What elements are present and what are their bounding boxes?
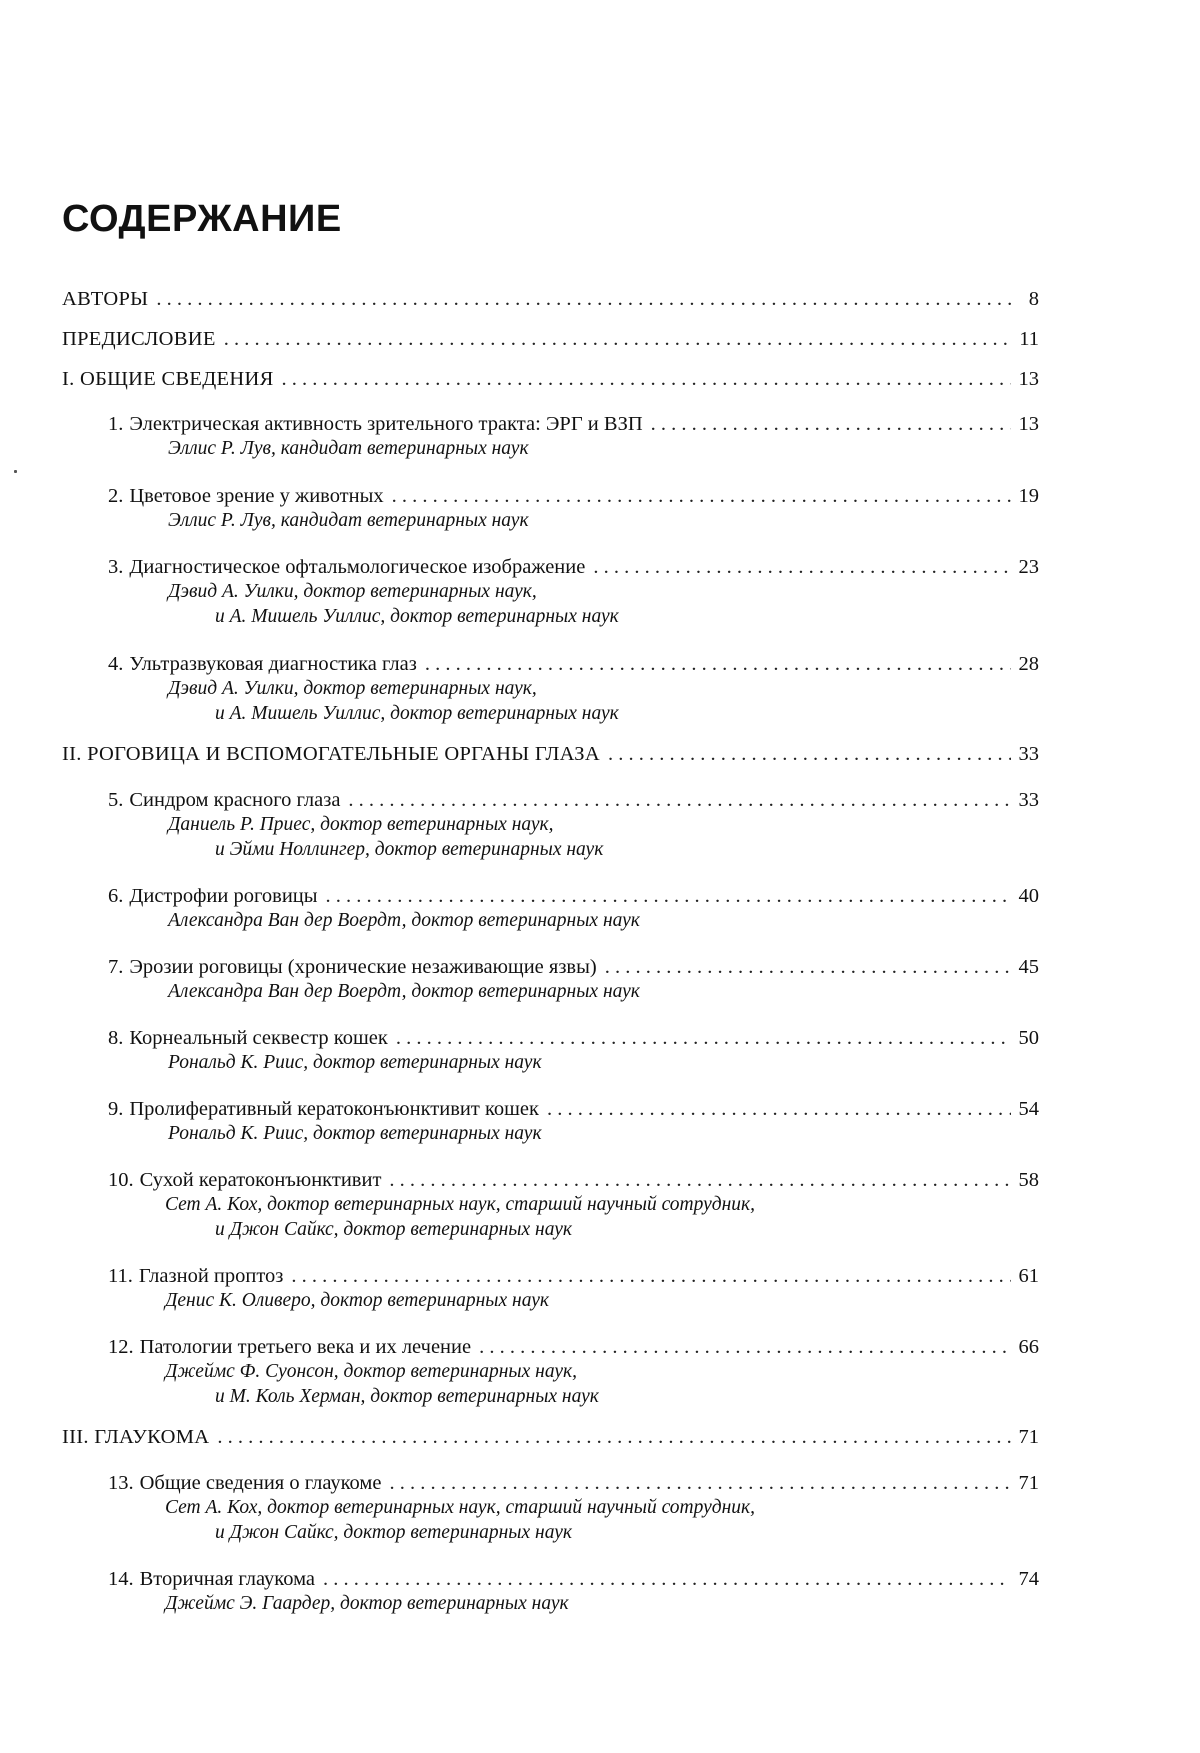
toc-page-number: 11 — [1019, 328, 1039, 350]
chapter-title: Корнеальный секвестр кошек — [129, 1027, 388, 1049]
chapter-title: Диагностическое офтальмологическое изображение — [129, 556, 586, 578]
chapter-title: Синдром красного глаза — [129, 789, 341, 811]
dot-leader — [651, 412, 1011, 436]
chapter-title: Пролиферативный кератоконъюнктивит кошек — [129, 1098, 539, 1120]
chapter-number: 11. — [108, 1265, 133, 1287]
toc-section-cornea[interactable] — [62, 742, 1039, 766]
dot-leader — [282, 367, 1011, 391]
toc-page-number: 13 — [1018, 413, 1039, 435]
toc-page-number: 28 — [1018, 653, 1039, 675]
chapter-number: 6. — [108, 885, 124, 907]
dot-leader — [389, 1168, 1011, 1192]
toc-chapter-10[interactable] — [108, 1168, 1039, 1192]
chapter-number: 1. — [108, 413, 124, 435]
toc-section-preface[interactable] — [62, 327, 1039, 351]
toc-page-number: 71 — [1018, 1472, 1039, 1494]
chapter-coauthor: и М. Коль Херман, доктор ветеринарных наук — [215, 1386, 599, 1407]
toc-page-number: 33 — [1018, 743, 1039, 765]
toc-section-glaucoma[interactable] — [62, 1425, 1039, 1449]
chapter-author: Даниель Р. Приес, доктор ветеринарных наук, — [168, 814, 554, 835]
toc-chapter-6[interactable] — [108, 884, 1039, 908]
toc-page-number: 66 — [1018, 1336, 1039, 1358]
toc-section-label: III. ГЛАУКОМА — [62, 1426, 210, 1448]
chapter-number: 9. — [108, 1098, 124, 1120]
chapter-number: 7. — [108, 956, 124, 978]
dot-leader — [224, 327, 1011, 351]
chapter-author: Александра Ван дер Воердт, доктор ветеринарных наук — [168, 910, 640, 931]
chapter-number: 13. — [108, 1472, 134, 1494]
toc-page-number: 45 — [1018, 956, 1039, 978]
chapter-author: Эллис Р. Лув, кандидат ветеринарных наук — [168, 510, 529, 531]
chapter-coauthor: и А. Мишель Уиллис, доктор ветеринарных наук — [215, 606, 619, 627]
dot-leader — [323, 1567, 1011, 1591]
dot-leader — [389, 1471, 1011, 1495]
dot-leader — [217, 1425, 1011, 1449]
toc-page-number: 71 — [1018, 1426, 1039, 1448]
chapter-title: Ультразвуковая диагностика глаз — [129, 653, 417, 675]
toc-chapter-13[interactable] — [108, 1471, 1039, 1495]
chapter-title: Электрическая активность зрительного тракта: ЭРГ и ВЗП — [129, 413, 643, 435]
chapter-title: Глазной проптоз — [138, 1265, 284, 1287]
chapter-title: Патологии третьего века и их лечение — [139, 1336, 472, 1358]
toc-chapter-2[interactable] — [108, 484, 1039, 508]
chapter-author: Джеймс Э. Гаардер, доктор ветеринарных наук — [165, 1593, 569, 1614]
chapter-coauthor: и Эйми Ноллингер, доктор ветеринарных наук — [215, 839, 604, 860]
chapter-title: Сухой кератоконъюнктивит — [139, 1169, 382, 1191]
dot-leader — [593, 555, 1011, 579]
chapter-title: Эрозии роговицы (хронические незаживающие язвы) — [129, 956, 597, 978]
toc-section-label: I. ОБЩИЕ СВЕДЕНИЯ — [62, 368, 274, 390]
toc-page-number: 61 — [1018, 1265, 1039, 1287]
dot-leader — [425, 652, 1011, 676]
chapter-title: Вторичная глаукома — [139, 1568, 316, 1590]
chapter-author: Александра Ван дер Воердт, доктор ветеринарных наук — [168, 981, 640, 1002]
dot-leader — [392, 484, 1011, 508]
toc-section-general[interactable] — [62, 367, 1039, 391]
chapter-number: 8. — [108, 1027, 124, 1049]
toc-page-number: 13 — [1018, 368, 1039, 390]
chapter-author: Джеймс Ф. Суонсон, доктор ветеринарных наук, — [165, 1361, 577, 1382]
dot-leader — [396, 1026, 1011, 1050]
dot-leader — [605, 955, 1011, 979]
toc-section-label: ПРЕДИСЛОВИЕ — [62, 328, 216, 350]
toc-page-number: 33 — [1018, 789, 1039, 811]
toc-page-number: 58 — [1018, 1169, 1039, 1191]
dot-leader — [479, 1335, 1011, 1359]
chapter-author: Эллис Р. Лув, кандидат ветеринарных наук — [168, 438, 529, 459]
toc-page-number: 23 — [1018, 556, 1039, 578]
toc-chapter-11[interactable] — [108, 1264, 1039, 1288]
toc-chapter-7[interactable] — [108, 955, 1039, 979]
chapter-number: 14. — [108, 1568, 134, 1590]
dot-leader — [326, 884, 1011, 908]
toc-section-label: АВТОРЫ — [62, 288, 149, 310]
dot-leader — [156, 287, 1011, 311]
toc-chapter-12[interactable] — [108, 1335, 1039, 1359]
chapter-title: Дистрофии роговицы — [129, 885, 318, 907]
toc-page-number: 54 — [1018, 1098, 1039, 1120]
dot-leader — [608, 742, 1011, 766]
dot-leader — [348, 788, 1011, 812]
page-title: СОДЕРЖАНИЕ — [62, 198, 342, 240]
dot-leader — [547, 1097, 1011, 1121]
dot-leader — [291, 1264, 1011, 1288]
chapter-number: 5. — [108, 789, 124, 811]
chapter-title: Общие сведения о глаукоме — [139, 1472, 382, 1494]
chapter-author: Денис К. Оливеро, доктор ветеринарных наук — [165, 1290, 549, 1311]
toc-page-number: 19 — [1018, 485, 1039, 507]
toc-chapter-5[interactable] — [108, 788, 1039, 812]
chapter-author: Рональд К. Риис, доктор ветеринарных наук — [168, 1052, 542, 1073]
toc-chapter-1[interactable] — [108, 412, 1039, 436]
toc-page-number: 50 — [1018, 1027, 1039, 1049]
toc-page-number: 74 — [1018, 1568, 1039, 1590]
chapter-coauthor: и Джон Сайкс, доктор ветеринарных наук — [215, 1219, 572, 1240]
toc-chapter-3[interactable] — [108, 555, 1039, 579]
chapter-author: Сет А. Кох, доктор ветеринарных наук, старший научный сотрудник, — [165, 1194, 756, 1215]
chapter-number: 4. — [108, 653, 124, 675]
chapter-number: 3. — [108, 556, 124, 578]
toc-section-authors[interactable] — [62, 287, 1039, 311]
chapter-author: Рональд К. Риис, доктор ветеринарных наук — [168, 1123, 542, 1144]
toc-chapter-8[interactable] — [108, 1026, 1039, 1050]
chapter-author: Сет А. Кох, доктор ветеринарных наук, старший научный сотрудник, — [165, 1497, 756, 1518]
toc-chapter-4[interactable] — [108, 652, 1039, 676]
toc-page-number: 40 — [1018, 885, 1039, 907]
toc-chapter-14[interactable] — [108, 1567, 1039, 1591]
toc-chapter-9[interactable] — [108, 1097, 1039, 1121]
chapter-number: 2. — [108, 485, 124, 507]
toc-page-number: 8 — [1028, 288, 1039, 310]
chapter-number: 10. — [108, 1169, 134, 1191]
chapter-number: 12. — [108, 1336, 134, 1358]
chapter-coauthor: и А. Мишель Уиллис, доктор ветеринарных наук — [215, 703, 619, 724]
chapter-coauthor: и Джон Сайкс, доктор ветеринарных наук — [215, 1522, 572, 1543]
chapter-title: Цветовое зрение у животных — [129, 485, 384, 507]
toc-section-label: II. РОГОВИЦА И ВСПОМОГАТЕЛЬНЫЕ ОРГАНЫ ГЛАЗА — [62, 743, 600, 765]
chapter-author: Дэвид А. Уилки, доктор ветеринарных наук, — [168, 581, 537, 602]
chapter-author: Дэвид А. Уилки, доктор ветеринарных наук, — [168, 678, 537, 699]
